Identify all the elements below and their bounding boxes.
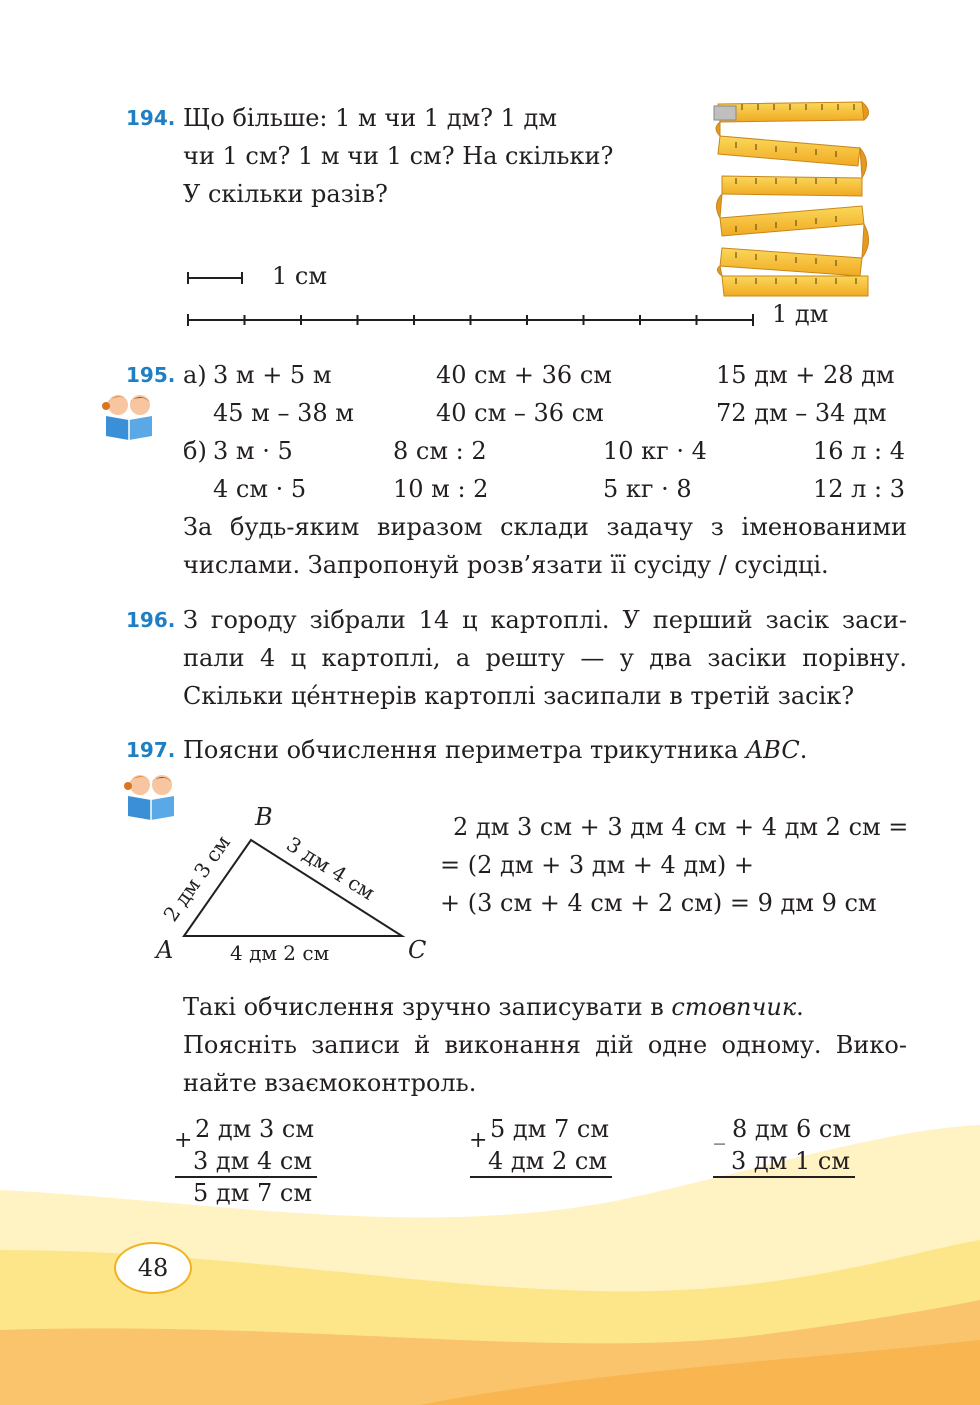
column-2-line — [470, 1176, 612, 1178]
ex195-label-a: а) — [183, 361, 207, 389]
ex195-a-2-2: 40 см – 36 см — [436, 399, 604, 427]
ex195-a-1-1: 3 м + 5 м — [213, 361, 332, 389]
ex195-label-b: б) — [183, 437, 207, 465]
column-3-bottom: 3 дм 1 см — [731, 1147, 850, 1175]
ex195-task-line-2: числами. Запропонуй розв’язати її сусіду / сусідці. — [183, 551, 829, 579]
side-bc-label: 3 дм 4 см — [282, 831, 380, 905]
column-1-sign: + — [174, 1128, 193, 1153]
page-number: 48 — [114, 1242, 192, 1294]
ex197-text-2: Поясніть записи й виконання дій одне одному. Вико- — [183, 1031, 907, 1059]
column-1-result: 5 дм 7 см — [193, 1179, 312, 1207]
label-1-dm: 1 дм — [772, 300, 829, 328]
column-2-sign: + — [469, 1128, 488, 1153]
column-3-sign: _ — [714, 1120, 725, 1145]
ex196-line-3: Скільки це́нтнерів картоплі засипали в третій засік? — [183, 682, 855, 710]
ex194-line-2: чи 1 см? 1 м чи 1 см? На скільки? — [183, 142, 614, 170]
ex195-b-2-1: 4 см · 5 — [213, 475, 307, 503]
column-1-top: 2 дм 3 см — [195, 1115, 314, 1143]
ex197-title-abc: ABC — [745, 736, 800, 764]
column-2-bottom: 4 дм 2 см — [488, 1147, 607, 1175]
vertex-a: A — [156, 936, 174, 964]
ex195-b-1-2: 8 см : 2 — [393, 437, 487, 465]
ex196-line-1: З городу зібрали 14 ц картоплі. У перший засік заси- — [183, 606, 907, 634]
ex197-calc-line-2: = (2 дм + 3 дм + 4 дм) + — [440, 851, 754, 879]
ex195-a-2-3: 72 дм – 34 дм — [716, 399, 887, 427]
ex195-b-1-3: 10 кг · 4 — [603, 437, 707, 465]
folding-ruler-icon — [712, 98, 877, 308]
exercise-number-194: 194. — [126, 106, 176, 130]
ex195-b-1-1: 3 м · 5 — [213, 437, 293, 465]
ex195-a-1-3: 15 дм + 28 дм — [716, 361, 895, 389]
ex195-a-1-2: 40 см + 36 см — [436, 361, 612, 389]
column-2-top: 5 дм 7 см — [490, 1115, 609, 1143]
column-1-bottom: 3 дм 4 см — [193, 1147, 312, 1175]
length-segments — [180, 260, 780, 330]
ex197-text-3: найте взаємоконтроль. — [183, 1069, 477, 1097]
ex197-text-1: Такі обчислення зручно записувати в стовпчик. — [183, 993, 804, 1021]
reading-kids-icon — [100, 390, 160, 442]
exercise-number-195: 195. — [126, 363, 176, 387]
side-ab-label: 2 дм 3 см — [158, 830, 235, 926]
ex197-text-ital: стовпчик — [671, 993, 797, 1021]
ex197-calc-line-3: + (3 см + 4 см + 2 см) = 9 дм 9 см — [440, 889, 877, 917]
ex197-calc-line-1: 2 дм 3 см + 3 дм 4 см + 4 дм 2 см = — [453, 813, 909, 841]
vertex-c: C — [408, 936, 427, 964]
ex195-b-2-2: 10 м : 2 — [393, 475, 489, 503]
label-1-cm: 1 см — [272, 262, 328, 290]
ex195-task-line-1: За будь-яким виразом склади задачу з іменованими — [183, 513, 907, 541]
ex196-line-2: пали 4 ц картоплі, а решту — у два засіки порівну. — [183, 644, 907, 672]
ex195-a-2-1: 45 м – 38 м — [213, 399, 354, 427]
ex194-line-1: Що більше: 1 м чи 1 дм? 1 дм — [183, 104, 558, 132]
ex195-b-2-3: 5 кг · 8 — [603, 475, 692, 503]
ex195-b-1-4: 16 л : 4 — [813, 437, 906, 465]
ex197-title: Поясни обчислення периметра трикутника ABC. — [183, 736, 808, 764]
exercise-number-197: 197. — [126, 738, 176, 762]
vertex-b: B — [255, 803, 273, 831]
exercise-number-196: 196. — [126, 608, 176, 632]
column-3-line — [713, 1176, 855, 1178]
column-3-top: 8 дм 6 см — [732, 1115, 851, 1143]
triangle-abc — [150, 800, 440, 970]
side-ac-label: 4 дм 2 см — [230, 941, 330, 965]
ex195-b-2-4: 12 л : 3 — [813, 475, 906, 503]
ex194-line-3: У скільки разів? — [183, 180, 388, 208]
